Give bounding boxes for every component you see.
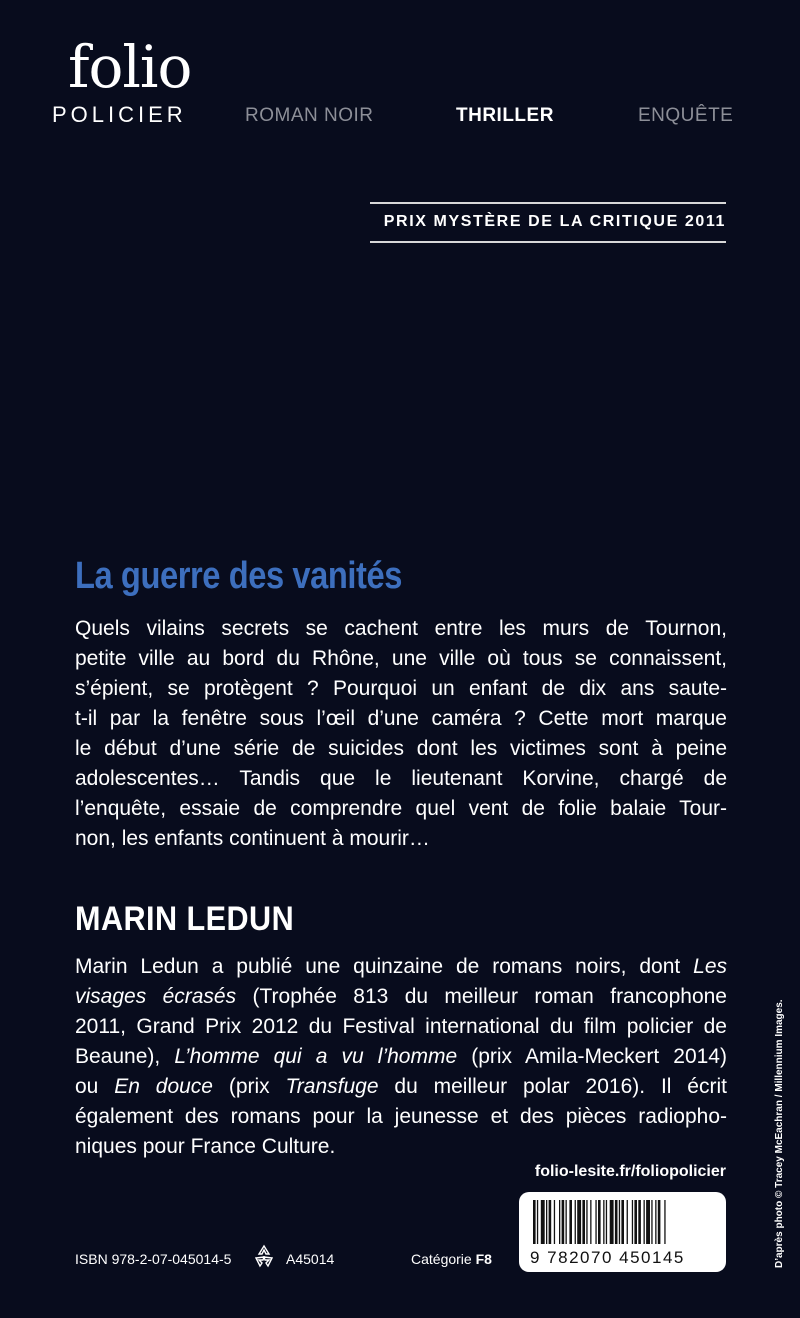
category-value: F8 bbox=[475, 1251, 492, 1267]
folio-logo: folio bbox=[68, 33, 192, 101]
bio-line: ou En douce (prix Transfuge du meilleur polar 2016). Il écrit bbox=[75, 1075, 727, 1098]
summary-line: s’épient, se protègent ? Pourquoi un enfant de dix ans saute- bbox=[75, 677, 727, 700]
genre-thriller: THRILLER bbox=[456, 105, 554, 126]
summary-line: le début d’une série de suicides dont les victimes sont à peine bbox=[75, 737, 727, 760]
genre-enquete: ENQUÊTE bbox=[638, 105, 734, 126]
summary-line: Quels vilains secrets se cachent entre les murs de Tournon, bbox=[75, 617, 727, 640]
genre-roman-noir: ROMAN NOIR bbox=[245, 105, 374, 126]
book-summary bbox=[75, 614, 727, 854]
summary-line: petite ville au bord du Rhône, une ville où tous se connaissent, bbox=[75, 647, 727, 670]
photo-credit: D’après photo © Tracey McEachran / Millennium Images. bbox=[774, 999, 785, 1268]
prize-top-rule bbox=[370, 202, 726, 204]
author-bio bbox=[75, 952, 727, 1162]
bio-line: visages écrasés (Trophée 813 du meilleur roman francophone bbox=[75, 985, 727, 1008]
bio-line: 2011, Grand Prix 2012 du Festival international du film policier de bbox=[75, 1015, 727, 1038]
category: Catégorie F8 bbox=[411, 1251, 492, 1267]
summary-line: non, les enfants continuent à mourir… bbox=[75, 827, 430, 850]
barcode-digits: 9 782070 450145 bbox=[530, 1248, 685, 1267]
summary-line: adolescentes… Tandis que le lieutenant Korvine, chargé de bbox=[75, 767, 727, 790]
prize-label: PRIX MYSTÈRE DE LA CRITIQUE 2011 bbox=[383, 213, 726, 230]
recycle-icon bbox=[252, 1244, 276, 1275]
summary-line: t-il par la fenêtre sous l’œil d’une caméra ? Cette mort marque bbox=[75, 707, 727, 730]
bio-line: Beaune), L’homme qui a vu l’homme (prix Amila-Meckert 2014) bbox=[75, 1045, 727, 1068]
summary-line: l’enquête, essaie de comprendre quel vent de folie balaie Tour- bbox=[75, 797, 727, 820]
collection-name: POLICIER bbox=[52, 102, 187, 127]
book-title: La guerre des vanités bbox=[75, 555, 403, 597]
author-name: MARIN LEDUN bbox=[75, 900, 295, 938]
bio-line: niques pour France Culture. bbox=[75, 1135, 336, 1158]
website-link[interactable]: folio-lesite.fr/foliopolicier bbox=[534, 1163, 726, 1180]
product-code: A45014 bbox=[286, 1251, 335, 1267]
prize-bottom-rule bbox=[370, 241, 726, 243]
bio-line: Marin Ledun a publié une quinzaine de romans noirs, dont Les bbox=[75, 955, 727, 978]
isbn: ISBN 978-2-07-045014-5 bbox=[75, 1251, 232, 1267]
bio-line: également des romans pour la jeunesse et des pièces radiopho- bbox=[75, 1105, 727, 1128]
